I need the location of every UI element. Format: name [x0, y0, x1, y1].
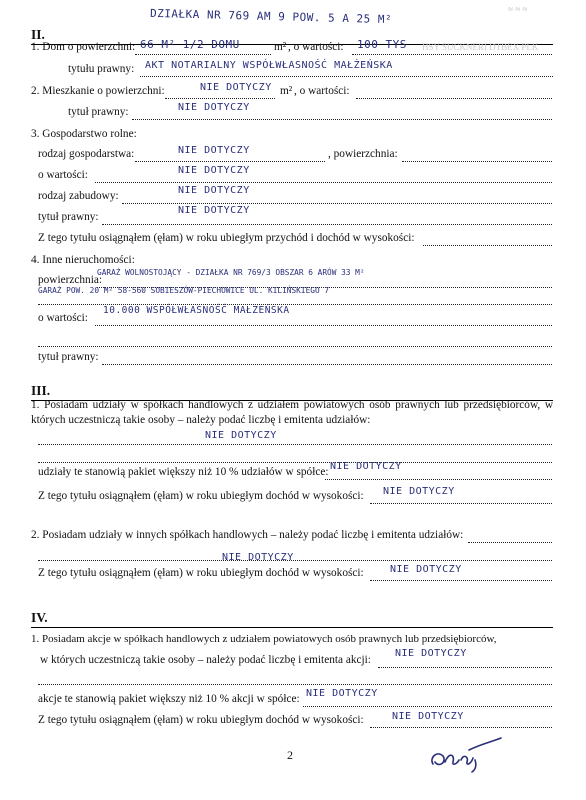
- farm-area-label: , powierzchnia:: [328, 148, 398, 160]
- shares-packet-label: udziały te stanowią pakiet większy niż 10 % udziałów w spółce:: [38, 466, 329, 478]
- stocks-packet-line: [303, 706, 552, 707]
- section-iv-rule: [31, 627, 553, 628]
- house-area-label: 1. Dom o powierzchni:: [31, 41, 136, 53]
- stocks-line-1: [38, 684, 552, 685]
- farm-income-line: [423, 245, 552, 246]
- header-handwritten-note: DZIAŁKA NR 769 AM 9 POW. 5 A 25 M²: [149, 6, 393, 27]
- section-iv-title: IV.: [31, 610, 48, 625]
- other-value-line-2: [38, 346, 552, 347]
- stocks-text-a: 1. Posiadam akcje w spółkach handlowych z udziałem powiatowych osób prawnych lub przedsiębiorców,: [31, 633, 497, 645]
- stocks-packet-value: NIE DOTYCZY: [306, 688, 378, 699]
- other-value: 10.000 WSPÓŁWŁASNOŚĆ MAŁŻEŃSKA: [103, 305, 290, 316]
- farm-kind-value: NIE DOTYCZY: [178, 145, 250, 156]
- stocks-income-label: Z tego tytułu osiągnąłem (ęłam) w roku ubiegłym dochód w wysokości:: [38, 714, 364, 726]
- house-value-ghost: HSY SUCKNERI DTBEX PLK: [422, 42, 539, 52]
- flat-title-label: tytuł prawny:: [68, 106, 129, 118]
- house-title-value: AKT NOTARIALNY WSPÓŁWŁASNOŚĆ MAŁŻEŃSKA: [145, 60, 393, 71]
- house-title-line: [140, 76, 553, 77]
- flat-area-value: NIE DOTYCZY: [200, 82, 272, 93]
- house-value-line: [352, 54, 552, 55]
- other-title-label: tytuł prawny:: [38, 351, 99, 363]
- flat-title-value: NIE DOTYCZY: [178, 102, 250, 113]
- corner-mark: ≈ ≈ ≈: [508, 4, 528, 14]
- shares-powiat-text: 1. Posiadam udziały w spółkach handlowych z udziałem powiatowych osób prawnych lub przedsiębiorców, w których uczestniczą takie osoby – należy podać liczbę i emitenta udziałów:: [31, 399, 553, 426]
- flat-area-line: [165, 98, 275, 99]
- shares-powiat-line-2: [38, 462, 552, 463]
- house-title-label: tytułu prawny:: [68, 63, 135, 75]
- farm-build-label: rodzaj zabudowy:: [38, 190, 119, 202]
- other-area-label: powierzchnia:: [38, 274, 102, 286]
- shares-income-value: NIE DOTYCZY: [383, 486, 455, 497]
- house-m2-label: m²: [274, 41, 287, 53]
- farm-value: NIE DOTYCZY: [178, 165, 250, 176]
- farm-build-value: NIE DOTYCZY: [178, 185, 250, 196]
- other-property-label: 4. Inne nieruchomości:: [31, 254, 135, 266]
- farm-value-line: [95, 182, 552, 183]
- flat-m2-label: m²: [280, 85, 293, 97]
- stocks-line-0: [378, 667, 552, 668]
- flat-area-label: 2. Mieszkanie o powierzchni:: [31, 85, 165, 97]
- shares-packet-line: [325, 479, 552, 480]
- house-area-value: 66 M² 1/2 DOMU: [140, 38, 240, 51]
- flat-value-label: , o wartości:: [294, 85, 350, 97]
- other-value-line-1: [95, 325, 552, 326]
- farm-label: 3. Gospodarstwo rolne:: [31, 128, 137, 140]
- other-shares-income-value: NIE DOTYCZY: [390, 564, 462, 575]
- farm-title-value: NIE DOTYCZY: [178, 205, 250, 216]
- stocks-value: NIE DOTYCZY: [395, 648, 467, 659]
- farm-area-line: [402, 161, 552, 162]
- other-area-value-2: GARAŻ POW. 20 M² 58-560 SOBIESZÓW-PIECHOWICE UL. KILIŃSKIEGO 7: [38, 286, 330, 295]
- farm-title-line: [102, 224, 552, 225]
- section-ii-title: II.: [31, 27, 45, 42]
- house-value: 100 TYS: [357, 38, 407, 51]
- shares-powiat-value: NIE DOTYCZY: [205, 430, 277, 441]
- farm-income-text: Z tego tytułu osiągnąłem (ęłam) w roku ubiegłym przychód i dochód w wysokości:: [38, 232, 415, 244]
- farm-kind-label: rodzaj gospodarstwa:: [38, 148, 135, 160]
- other-shares-value: NIE DOTYCZY: [222, 552, 294, 563]
- shares-income-label: Z tego tytułu osiągnąłem (ęłam) w roku ubiegłym dochód w wysokości:: [38, 490, 364, 502]
- flat-value-line: [356, 98, 552, 99]
- signature-icon: [425, 736, 505, 776]
- flat-title-line: [132, 119, 552, 120]
- stocks-text-b: w których uczestniczą takie osoby – należy podać liczbę i emitenta akcji:: [40, 654, 371, 666]
- farm-build-line: [122, 203, 552, 204]
- other-area-value-1: GARAŻ WOLNOSTOJĄCY - DZIAŁKA NR 769/3 OBSZAR 6 ARÓW 33 M²: [97, 268, 365, 277]
- house-value-label: , o wartości:: [288, 41, 344, 53]
- stocks-income-line: [370, 727, 552, 728]
- farm-title-label: tytuł prawny:: [38, 211, 99, 223]
- stocks-income-value: NIE DOTYCZY: [392, 711, 464, 722]
- shares-packet-value: NIE DOTYCZY: [330, 461, 402, 472]
- house-area-line: [135, 54, 271, 55]
- other-value-label: o wartości:: [38, 312, 88, 324]
- other-shares-income-line: [370, 580, 552, 581]
- shares-income-line: [370, 503, 552, 504]
- other-shares-income-label: Z tego tytułu osiągnąłem (ęłam) w roku ubiegłym dochód w wysokości:: [38, 567, 364, 579]
- other-title-line: [102, 364, 552, 365]
- section-iii-title: III.: [31, 383, 51, 398]
- farm-kind-line: [135, 161, 325, 162]
- other-shares-line-0: [468, 542, 552, 543]
- other-shares-line-1: [38, 560, 552, 561]
- stocks-packet-label: akcje te stanowią pakiet większy niż 10 % akcji w spółce:: [38, 693, 300, 705]
- page-number: 2: [287, 748, 293, 762]
- farm-value-label: o wartości:: [38, 169, 88, 181]
- shares-powiat-line-1: [38, 444, 552, 445]
- other-shares-text: 2. Posiadam udziały w innych spółkach handlowych – należy podać liczbę i emitenta udziałów:: [31, 529, 464, 541]
